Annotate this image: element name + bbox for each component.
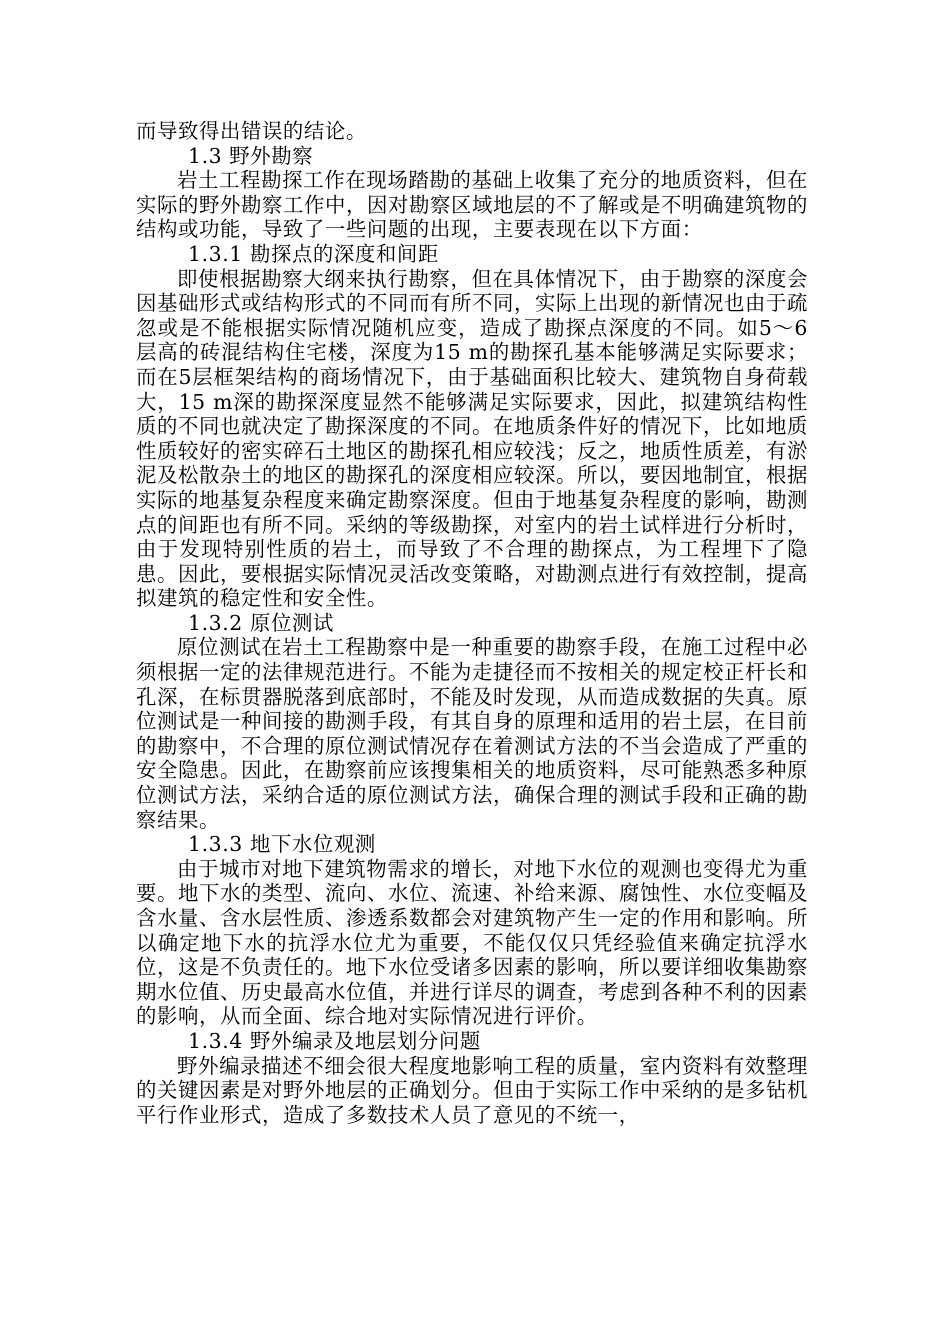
- section-heading: 1.3 野外勘察: [188, 143, 314, 168]
- paragraph: 即使根据勘察大纲来执行勘察，但在具体情况下，由于勘察的深度会因基础形式或结构形式的不同而有所不同，实际上出现的新情况也由于疏忽或是不能根据实际情况随机应变，造成了勘探点深度的不同。如5～6层高的砖混结构住宅楼，深度为15 m的勘探孔基本能够满足实际要求；而在5层框架结构的商场情况下，由于基础面积比较大、建筑物自身荷载大，15 m深的勘探深度显然不能够满足实际要求，因此，拟建筑结构性质的不同也就决定了勘探深度的不同。在地质条件好的情况下，比如地质性质较好的密实碎石土地区的勘探孔相应较浅；反之，地质性质差，有淤泥及松散杂土的地区的勘探孔的深度相应较深。所以，要因地制宜，根据实际的地基复杂程度来确定勘察深度。但由于地基复杂程度的影响，勘测点的间距也有所不同。采纳的等级勘探，对室内的岩土试样进行分析时，由于发现特别性质的岩土，而导致了不合理的勘探点，为工程埋下了隐患。因此，要根据实际情况灵活改变策略，对勘测点进行有效控制，提高拟建筑的稳定性和安全性。: [136, 266, 808, 611]
- paragraph: 而导致得出错误的结论。: [136, 119, 367, 143]
- paragraph: 岩土工程勘探工作在现场踏勘的基础上收集了充分的地质资料，但在实际的野外勘察工作中，因对勘察区域地层的不了解或是不明确建筑物的结构或功能，导致了一些问题的出现，主要表现在以下方面：: [136, 168, 808, 242]
- paragraph: 原位测试在岩土工程勘察中是一种重要的勘察手段，在施工过程中必须根据一定的法律规范进行。不能为走捷径而不按相关的规定校正杆长和孔深，在标贯器脱落到底部时，不能及时发现，从而造成数据的失真。原位测试是一种间接的勘测手段，有其自身的原理和适用的岩土层，在目前的勘察中，不合理的原位测试情况存在着测试方法的不当会造成了严重的安全隐患。因此，在勘察前应该搜集相关的地质资料，尽可能熟悉多种原位测试方法，采纳合适的原位测试方法，确保合理的测试手段和正确的勘察结果。: [136, 635, 808, 832]
- document-page: [136, 119, 808, 1127]
- section-heading: 1.3.3 地下水位观测: [188, 832, 376, 857]
- paragraph: 野外编录描述不细会很大程度地影响工程的质量，室内资料有效整理的关键因素是对野外地层的正确划分。但由于实际工作中采纳的是多钻机平行作业形式，造成了多数技术人员了意见的不统一，: [136, 1053, 808, 1127]
- paragraph: 由于城市对地下建筑物需求的增长，对地下水位的观测也变得尤为重要。地下水的类型、流向、水位、流速、补给来源、腐蚀性、水位变幅及含水量、含水层性质、渗透系数都会对建筑物产生一定的作用和影响。所以确定地下水的抗浮水位尤为重要，不能仅仅只凭经验值来确定抗浮水位，这是不负责任的。地下水位受诸多因素的影响，所以要详细收集勘察期水位值、历史最高水位值，并进行详尽的调查，考虑到各种不利的因素的影响，从而全面、综合地对实际情况进行评价。: [136, 856, 808, 1029]
- section-heading: 1.3.2 原位测试: [188, 610, 334, 635]
- section-heading: 1.3.1 勘探点的深度和间距: [188, 241, 439, 266]
- section-heading: 1.3.4 野外编录及地层划分问题: [188, 1028, 481, 1053]
